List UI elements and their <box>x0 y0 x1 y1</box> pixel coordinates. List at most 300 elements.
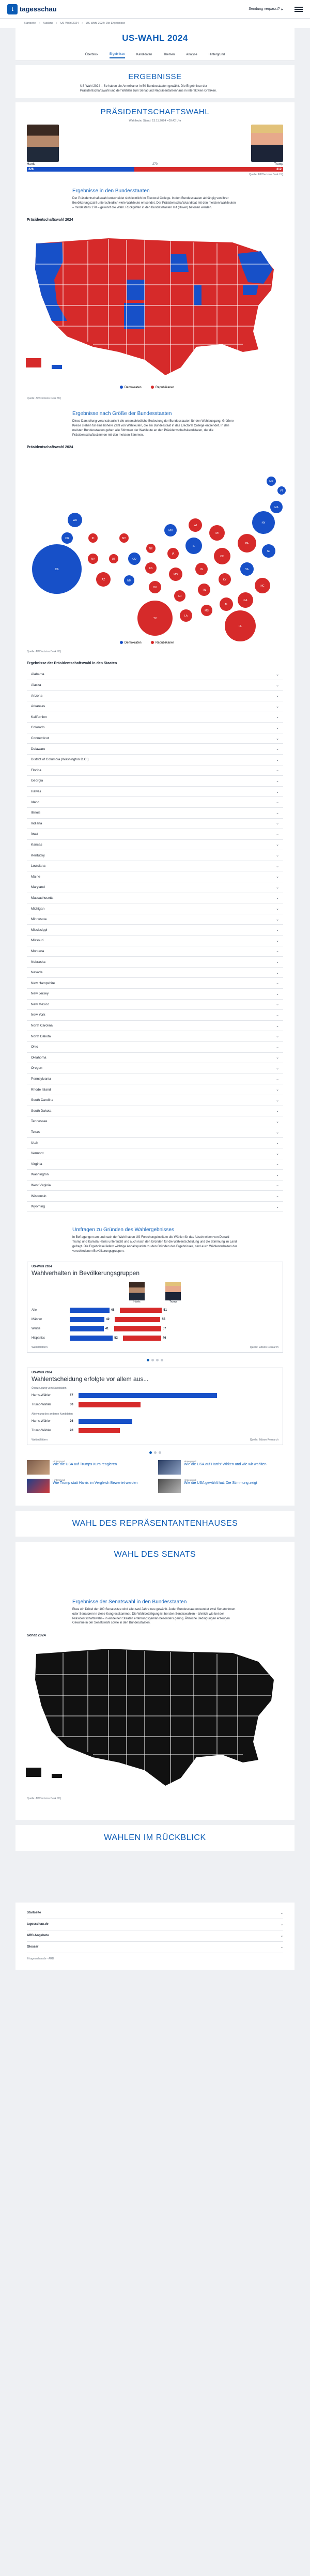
bubble-label: NE <box>149 547 153 551</box>
state-name: Washington <box>31 1173 49 1177</box>
state-row[interactable] <box>27 1074 283 1085</box>
president-subheading: Wahlleute, Stand: 13.11.2024 • 09:42 Uhr <box>129 119 181 123</box>
map-rep-area <box>35 238 274 375</box>
state-name: Idaho <box>31 800 40 804</box>
state-name: North Carolina <box>31 1024 53 1028</box>
state-name: Pennsylvania <box>31 1077 51 1081</box>
chevron-down-icon: ⌄ <box>280 1945 283 1949</box>
state-row[interactable] <box>27 1148 283 1159</box>
missed-show-link[interactable] <box>249 7 283 11</box>
map-state-alaska[interactable] <box>26 358 41 367</box>
state-name: Vermont <box>31 1152 44 1156</box>
map-legend <box>120 386 174 389</box>
harris-bar <box>70 1326 104 1331</box>
state-name: South Dakota <box>31 1109 52 1113</box>
poll-row-label: Weiße <box>32 1327 41 1331</box>
state-name: Georgia <box>31 779 43 783</box>
state-row[interactable] <box>27 1180 283 1191</box>
poll-row <box>27 1333 283 1343</box>
chevron-down-icon: ⌄ <box>276 1066 279 1070</box>
widget-title: Wahlentscheidung erfolgte vor allem aus... <box>32 1375 149 1383</box>
decision-bar <box>79 1419 132 1424</box>
state-row[interactable] <box>27 1053 283 1064</box>
state-name: Connecticut <box>31 737 49 741</box>
teaser-kicker: Hintergrund <box>184 1460 196 1463</box>
subnav-results[interactable]: Ergebnisse <box>110 51 125 58</box>
chevron-down-icon: ⌄ <box>276 769 279 773</box>
state-row[interactable] <box>27 1116 283 1127</box>
subnav-candidates[interactable]: Kandidaten <box>136 53 152 56</box>
chevron-down-icon: ⌄ <box>276 1162 279 1167</box>
state-row[interactable] <box>27 1031 283 1042</box>
state-row[interactable] <box>27 882 283 893</box>
bubble-title: Präsidentschaftswahl 2024 <box>27 446 73 450</box>
bubbles <box>32 477 286 641</box>
trump-value: 55 <box>162 1318 165 1322</box>
chevron-down-icon: ⌄ <box>276 1152 279 1156</box>
teaser-title: Wie die USA auf Trumps Kurs reagieren <box>53 1463 117 1467</box>
bubble-label: ME <box>269 480 273 484</box>
subnav-topics[interactable]: Themen <box>163 53 175 56</box>
state-row[interactable] <box>27 925 283 936</box>
teaser[interactable] <box>27 1460 152 1475</box>
senate-section-heading: WAHL DES SENATS <box>16 1542 295 1568</box>
state-name: Illinois <box>31 811 41 815</box>
decision-bar-area <box>70 1402 278 1407</box>
harris-avatar <box>129 1282 145 1300</box>
group1-rows <box>27 1391 283 1409</box>
state-row[interactable] <box>27 1191 283 1202</box>
bubble-label: TN <box>202 589 206 592</box>
chevron-down-icon: ⌄ <box>276 1056 279 1060</box>
house-section-heading: WAHL DES REPRÄSENTANTENHAUSES <box>16 1511 295 1537</box>
chevron-down-icon: ⌄ <box>276 811 279 815</box>
bubble-label: KS <box>149 567 153 571</box>
state-row[interactable] <box>27 968 283 978</box>
bubble-label: IL <box>192 545 195 548</box>
states-list <box>27 669 283 1212</box>
decision-row <box>27 1391 283 1400</box>
chevron-down-icon: ⌄ <box>276 1130 279 1134</box>
poll-row <box>27 1306 283 1315</box>
chevron-down-icon: ⌄ <box>276 1120 279 1124</box>
state-row[interactable] <box>27 829 283 840</box>
chevron-down-icon: ⌄ <box>276 864 279 868</box>
carousel-dots[interactable] <box>16 1448 295 1457</box>
bubble-label: OK <box>153 586 157 590</box>
senate-article-text: Etwa ein Drittel der 100 Senatssitze wird alle zwei Jahre neu gewählt. Jeder Bundesstaat entsendet zwei Senatorinnen oder Senatoren in diese Kongresskammer. Die Wahlbeteiligung ist bei den Senatswahlen – ähnlich wie bei der Präsidentschaftswahl – in einzelnen Staaten erfahrungsgemäß besonders gering. Ähnliche Bedingungen erzeugen Gewinne in der Senatswahl sowie in den Bundesstaaten. <box>72 1608 236 1625</box>
president-card <box>16 102 295 1506</box>
poll-row <box>27 1324 283 1333</box>
widget-kicker: US-Wahl 2024 <box>32 1371 52 1375</box>
chevron-down-icon: ⌄ <box>276 1088 279 1092</box>
chevron-down-icon: ⌄ <box>276 1141 279 1145</box>
chevron-down-icon: ⌄ <box>276 704 279 709</box>
state-name: Maryland <box>31 885 45 890</box>
chevron-down-icon: ⌄ <box>276 832 279 836</box>
harris-bar <box>70 1308 110 1313</box>
widget-footer-left[interactable]: Weiterblättern <box>32 1438 48 1442</box>
bubble-label: MT <box>122 537 126 541</box>
breadcrumb-item[interactable]: US-Wahl 2024 <box>60 22 79 25</box>
state-name: Hawaii <box>31 790 41 794</box>
electoral-article-title: Ergebnisse in den Bundesstaaten <box>72 188 150 194</box>
chevron-down-icon: ⌄ <box>276 885 279 890</box>
footer <box>16 1903 295 1970</box>
carousel-dots[interactable] <box>16 1356 295 1364</box>
poll-row <box>27 1315 283 1324</box>
trump-name: Trump <box>274 163 283 166</box>
carousel-dot[interactable] <box>151 1359 154 1361</box>
chevron-down-icon: ⌄ <box>276 1003 279 1007</box>
map-state-new-mexico[interactable] <box>124 303 145 329</box>
state-name: Maine <box>31 875 40 879</box>
bubble-label: NV <box>91 558 95 561</box>
results-lead: US-Wahl 2024 – So haben die Amerikaner in 50 Bundesstaaten gewählt. Die Ergebnisse der Präsidentschaftswahl und der Wahlen zum Senat und Repräsentantenhaus in interaktiven Grafiken. <box>80 85 217 93</box>
bubble-label: LA <box>184 615 188 618</box>
footer-link-label: tagesschau.de <box>27 1922 49 1926</box>
decision-row-label: Trump-Wähler <box>32 1429 52 1433</box>
chevron-down-icon: ⌄ <box>276 971 279 975</box>
subnav-analysis[interactable]: Analyse <box>186 53 197 56</box>
state-name: Rhode Island <box>31 1087 51 1092</box>
legend-rep-label: Republikaner <box>156 641 174 645</box>
state-row[interactable] <box>27 691 283 701</box>
title-card <box>16 28 295 61</box>
poll-bars <box>70 1336 278 1341</box>
widget-footer-right: Quelle: Edison Research <box>250 1346 278 1350</box>
carousel-dot[interactable] <box>159 1451 161 1454</box>
state-row[interactable] <box>27 797 283 808</box>
poll-bars <box>70 1326 278 1331</box>
logo[interactable] <box>7 4 57 14</box>
state-row[interactable] <box>27 936 283 946</box>
chevron-down-icon: ⌄ <box>276 896 279 900</box>
state-name: Massachusetts <box>31 896 54 900</box>
state-name: Oregon <box>31 1066 42 1070</box>
bubble-label: VT <box>280 489 284 493</box>
breadcrumb-item[interactable]: Startseite <box>24 22 36 25</box>
trump-bar <box>123 1336 161 1341</box>
state-row[interactable] <box>27 850 283 861</box>
bubble-map[interactable] <box>16 450 295 647</box>
state-row[interactable] <box>27 1106 283 1117</box>
polls-article-title: Umfragen zu Gründen des Wahlergebnisses <box>72 1227 174 1233</box>
poll-bars <box>70 1317 278 1322</box>
carousel-dot[interactable] <box>156 1359 159 1361</box>
state-row[interactable] <box>27 776 283 787</box>
bubble-label: ID <box>91 537 95 541</box>
senate-article <box>72 1593 238 1631</box>
state-name: Kalifornien <box>31 715 47 719</box>
harris-value: 48 <box>111 1309 115 1312</box>
state-name: Virginia <box>31 1162 42 1166</box>
trump-votes-bar <box>134 167 283 172</box>
state-name: Delaware <box>31 747 45 751</box>
chevron-down-icon: ⌄ <box>276 875 279 879</box>
decision-row-label: Trump-Wähler <box>32 1403 52 1407</box>
state-row[interactable] <box>27 1063 283 1074</box>
chevron-down-icon: ⌄ <box>276 779 279 783</box>
state-name: Texas <box>31 1130 40 1134</box>
state-row[interactable] <box>27 1138 283 1148</box>
trump-value: 51 <box>163 1309 167 1312</box>
chevron-down-icon: ⌄ <box>276 1035 279 1039</box>
footer-link-label: Startseite <box>27 1911 41 1914</box>
harris-value: 52 <box>114 1337 118 1340</box>
state-row[interactable] <box>27 755 283 765</box>
teaser[interactable] <box>158 1460 283 1475</box>
widget-footer-left[interactable]: Weiterblättern <box>32 1346 48 1350</box>
state-row[interactable] <box>27 978 283 989</box>
teaser[interactable] <box>158 1479 283 1493</box>
president-heading: PRÄSIDENTSCHAFTSWAHL <box>100 108 210 117</box>
state-row[interactable] <box>27 1021 283 1032</box>
chevron-down-icon: ⌄ <box>280 1911 283 1915</box>
state-row[interactable] <box>27 989 283 1000</box>
carousel-dot[interactable] <box>149 1451 152 1454</box>
bubble-caption: Quelle: AP/Decision Desk HQ <box>27 650 61 654</box>
state-name: Mississippi <box>31 928 48 932</box>
state-name: Missouri <box>31 939 44 943</box>
chevron-down-icon: ⌄ <box>276 694 279 698</box>
results-intro <box>16 65 295 98</box>
bubble-label: AR <box>178 595 182 599</box>
state-name: Minnesota <box>31 917 47 922</box>
state-row[interactable] <box>27 1084 283 1095</box>
state-row[interactable] <box>27 1159 283 1170</box>
state-row[interactable] <box>27 957 283 968</box>
legend-rep-label: Republikaner <box>156 386 174 390</box>
bubble-article-text: Diese Darstellung veranschaulicht die unterschiedliche Bedeutung der Bundesstaaten für den Wahlausgang. Größere Kreise stehen für eine höhere Zahl von Wahlleuten, die ein Bundesstaat in das Electoral College entsendet. In den meisten Bundesstaaten gehen alle Stimmen der Wahlleute an den Präsidentschaftskandidaten, der die Präsidentschaftsstimmen mit den meisten Stimmen. <box>72 420 234 437</box>
state-row[interactable] <box>27 946 283 957</box>
state-row[interactable] <box>27 861 283 872</box>
chevron-down-icon: ⌄ <box>276 992 279 996</box>
chevron-down-icon: ⌄ <box>276 726 279 730</box>
state-name: Alabama <box>31 672 44 677</box>
chevron-down-icon: ⌄ <box>280 1923 283 1926</box>
group1-label: Überzeugung vom Kandidaten <box>32 1387 67 1390</box>
subnav-background[interactable]: Hintergrund <box>208 53 225 56</box>
bubble-label: MS <box>205 609 209 613</box>
state-row[interactable] <box>27 903 283 914</box>
state-row[interactable] <box>27 787 283 798</box>
us-map[interactable] <box>16 223 295 393</box>
legend-dem-label: Demokraten <box>125 641 142 645</box>
senate-hawaii[interactable] <box>52 1774 62 1778</box>
president-source: Quelle: AP/Decision Desk HQ <box>249 173 283 177</box>
state-name: Utah <box>31 1141 38 1145</box>
decision-row-label: Harris-Wähler <box>32 1420 51 1423</box>
electoral-article-text: Der Präsidentschaftswahl entscheidet sich letztlich im Electoral College. In den Bundesstaaten abhängig von ihrer Bevölkerungszahl unterschiedlich viele Wahlleute entsendet. Der Präsidentschaftskandidat mit den meisten Wahlleuten – mindestens 270 – gewinnt die Wahl. Rückgriffen in den Bundesstaaten mit (Hover) betonen werden. <box>72 197 236 209</box>
state-row[interactable] <box>27 1127 283 1138</box>
map-title: Präsidentschaftswahl 2024 <box>27 218 73 222</box>
map-state-colorado[interactable] <box>127 280 145 300</box>
decision-row <box>27 1426 283 1435</box>
state-name: Nevada <box>31 971 43 975</box>
footer-link-label: ARD-Angebote <box>27 1934 49 1937</box>
legend-dem-icon <box>120 641 123 644</box>
chevron-down-icon: ⌄ <box>276 737 279 741</box>
legend-rep-icon <box>151 386 154 389</box>
state-row[interactable] <box>27 871 283 882</box>
chevron-down-icon: ⌄ <box>276 1173 279 1177</box>
subnav-overview[interactable]: Überblick <box>85 53 98 56</box>
footer-link[interactable] <box>27 1942 283 1953</box>
state-name: Oklahoma <box>31 1055 47 1060</box>
teaser-image <box>27 1460 50 1475</box>
decision-row-label: Harris-Wähler <box>32 1394 51 1398</box>
bubble-label: IA <box>172 553 175 556</box>
decision-bar <box>79 1402 141 1407</box>
poll-row-label: Alle <box>32 1309 37 1312</box>
state-row[interactable] <box>27 840 283 851</box>
map-state-virginia[interactable] <box>243 285 258 295</box>
state-name: Louisiana <box>31 864 45 868</box>
state-row[interactable] <box>27 1042 283 1053</box>
logo-icon: t <box>7 4 18 14</box>
electoral-article <box>72 182 238 215</box>
demographics-rows <box>27 1306 283 1343</box>
trump-bar <box>114 1326 161 1331</box>
map-state-illinois[interactable] <box>194 285 202 305</box>
state-name: Montana <box>31 949 44 953</box>
bubble-label: AZ <box>101 578 105 582</box>
polls-article <box>72 1212 238 1259</box>
teaser-title: Wie die USA gewählt hat: Die Stimmung zeigt <box>184 1481 257 1485</box>
state-name: Wyoming <box>31 1205 45 1209</box>
senate-map-caption: Quelle: AP/Decision Desk HQ <box>27 1797 61 1800</box>
senate-map-body <box>35 1649 274 1786</box>
state-name: South Carolina <box>31 1098 53 1102</box>
trump-avatar-label: Trump <box>169 1300 177 1304</box>
state-row[interactable] <box>27 1170 283 1180</box>
state-row[interactable] <box>27 744 283 755</box>
state-name: Indiana <box>31 821 42 825</box>
harris-votes-bar <box>27 167 134 172</box>
bubble-label: PA <box>245 542 249 546</box>
bubble-label: TX <box>153 617 157 621</box>
carousel-dot[interactable] <box>154 1451 157 1454</box>
state-row[interactable] <box>27 1202 283 1213</box>
carousel-dot[interactable] <box>161 1359 163 1361</box>
bubble-label: IN <box>200 568 203 572</box>
state-name: Colorado <box>31 726 45 730</box>
menu-icon[interactable] <box>295 7 303 12</box>
map-state-minnesota[interactable] <box>171 254 189 272</box>
senate-map[interactable] <box>16 1638 295 1793</box>
bubble-label: CO <box>132 558 136 561</box>
state-name: North Dakota <box>31 1034 51 1038</box>
decision-value: 26 <box>70 1420 73 1423</box>
state-row[interactable] <box>27 712 283 723</box>
chevron-down-icon: ⌄ <box>276 939 279 943</box>
teaser-kicker: Hintergrund <box>184 1479 196 1482</box>
footer-link[interactable] <box>27 1908 283 1919</box>
footer-link[interactable] <box>27 1919 283 1930</box>
poll-row-label: Männer <box>32 1318 42 1322</box>
state-row[interactable] <box>27 1095 283 1106</box>
bubble-label: MN <box>168 529 173 533</box>
senate-alaska[interactable] <box>26 1768 41 1777</box>
state-name: Nebraska <box>31 960 45 964</box>
state-name: Arkansas <box>31 704 45 709</box>
breadcrumb-separator: › <box>39 22 40 25</box>
breadcrumb-item[interactable]: Ausland <box>43 22 53 25</box>
state-name: Ohio <box>31 1045 38 1049</box>
legend-dem-label: Demokraten <box>125 386 142 390</box>
state-row[interactable] <box>27 808 283 819</box>
teaser[interactable] <box>27 1479 152 1493</box>
state-row[interactable] <box>27 680 283 691</box>
state-name: District of Columbia (Washington D.C.) <box>31 758 89 762</box>
state-name: Michigan <box>31 907 45 911</box>
state-row[interactable] <box>27 893 283 904</box>
bubble-label: CA <box>55 568 59 572</box>
decision-bar-area <box>70 1419 278 1424</box>
state-row[interactable] <box>27 701 283 712</box>
chevron-down-icon: ⌄ <box>276 1098 279 1102</box>
chevron-down-icon: ⌄ <box>276 982 279 986</box>
decision-row <box>27 1400 283 1409</box>
state-row[interactable] <box>27 819 283 830</box>
teaser-image <box>158 1460 181 1475</box>
harris-portrait <box>27 125 59 162</box>
map-state-hawaii[interactable] <box>52 365 62 369</box>
trump-avatar <box>165 1282 181 1300</box>
chevron-down-icon: ⌄ <box>276 790 279 794</box>
bubble-label: KY <box>223 578 227 582</box>
state-name: Florida <box>31 768 41 772</box>
poll-row-label: Hispanics <box>32 1337 45 1340</box>
footer-link-label: Glossar <box>27 1945 39 1949</box>
widget-footer-right: Quelle: Edison Research <box>250 1438 278 1442</box>
senate-article-title: Ergebnisse der Senatswahl in den Bundesstaaten <box>72 1599 187 1605</box>
bubble-label: NJ <box>267 550 271 554</box>
state-name: Kansas <box>31 842 42 847</box>
state-row[interactable] <box>27 765 283 776</box>
footer-link[interactable] <box>27 1930 283 1942</box>
teaser-kicker: Hintergrund <box>53 1479 65 1482</box>
state-name: Alaska <box>31 683 41 687</box>
decision-widget <box>27 1368 283 1445</box>
page-title: US-WAHL 2024 <box>16 28 295 49</box>
chevron-down-icon: ⌄ <box>276 917 279 922</box>
state-name: Iowa <box>31 832 38 836</box>
senate-card <box>16 1568 295 1820</box>
state-row[interactable] <box>27 914 283 925</box>
breadcrumb-separator: › <box>82 22 83 25</box>
decision-value: 67 <box>70 1394 73 1398</box>
chevron-down-icon: ⌄ <box>276 758 279 762</box>
results-heading: ERGEBNISSE <box>128 72 182 81</box>
chevron-down-icon: ⌄ <box>276 843 279 847</box>
chevron-down-icon: ⌄ <box>276 683 279 687</box>
carousel-dot[interactable] <box>147 1359 149 1361</box>
bubble-legend <box>120 641 174 645</box>
state-name: Arizona <box>31 694 43 698</box>
chevron-down-icon: ⌄ <box>276 822 279 826</box>
state-row[interactable] <box>27 733 283 744</box>
state-row[interactable] <box>27 1000 283 1010</box>
top-bar <box>0 0 310 19</box>
state-row[interactable] <box>27 669 283 680</box>
bubble-label: WA <box>73 519 77 523</box>
chevron-down-icon: ⌄ <box>276 1024 279 1028</box>
state-row[interactable] <box>27 723 283 733</box>
state-row[interactable] <box>27 1010 283 1021</box>
bubble-label: NM <box>127 579 131 583</box>
